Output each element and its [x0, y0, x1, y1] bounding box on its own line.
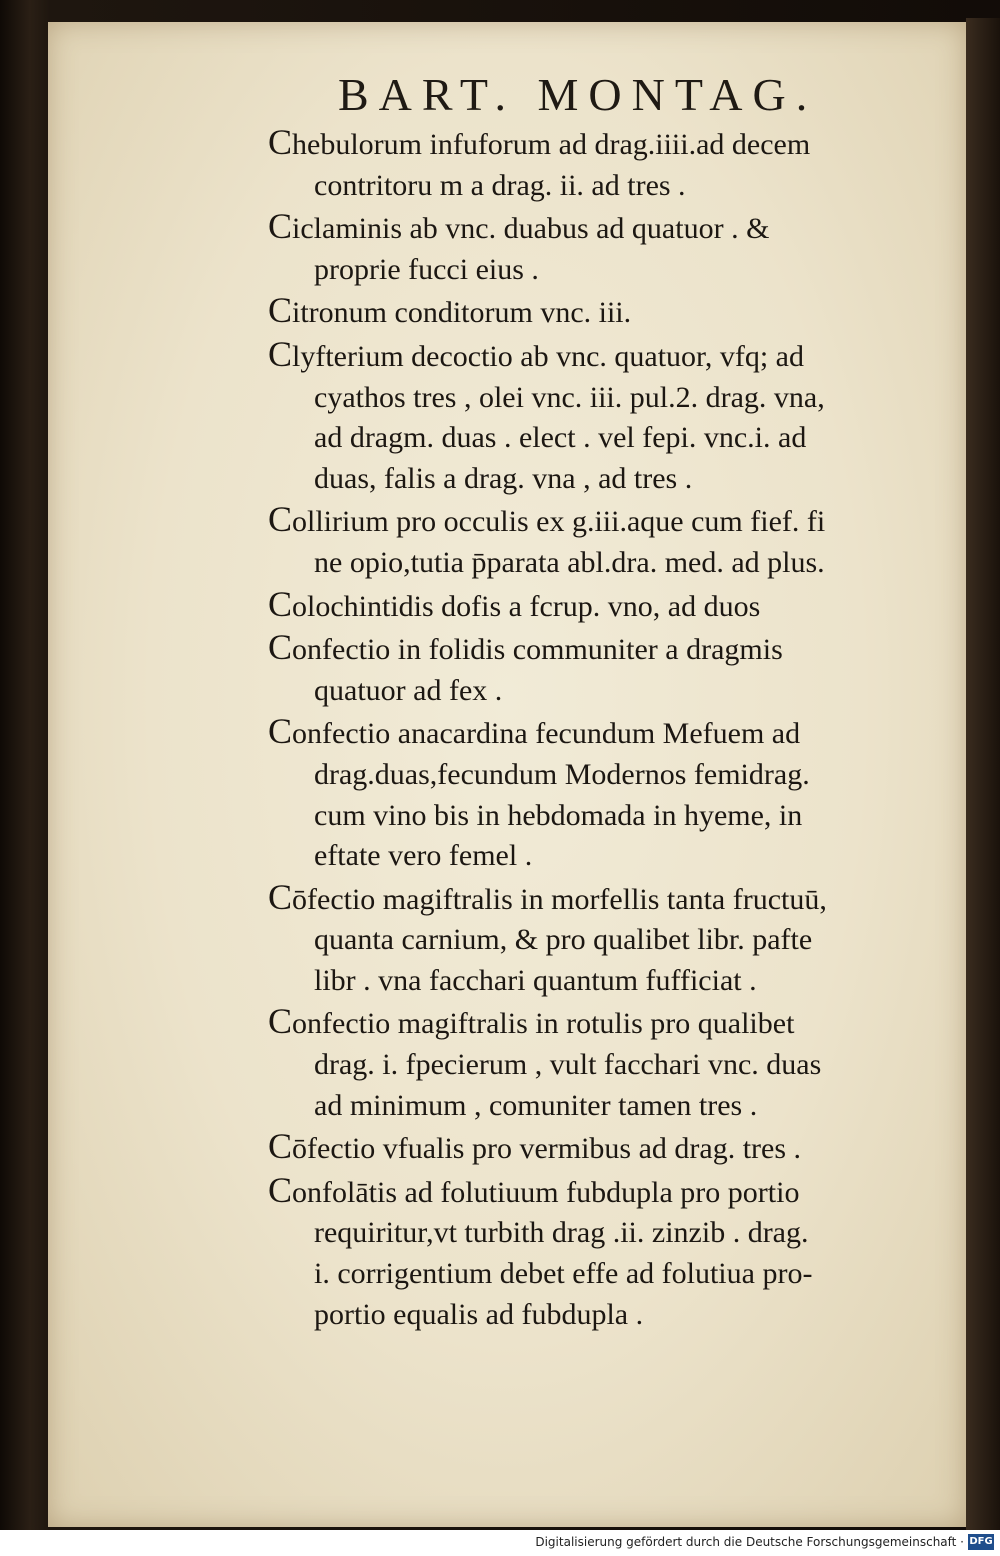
entry — [268, 206, 938, 290]
entry-headline: Ciclaminis ab vnc. duabus ad quatuor . & — [268, 206, 770, 247]
entry — [268, 290, 938, 334]
entry-continuation: ne opio,tutia p̄parata abl.dra. med. ad plus. — [314, 545, 825, 579]
entry-continuation: drag. i. fpecierum , vult facchari vnc. duas — [314, 1048, 822, 1082]
dfg-logo: DFG — [968, 1534, 994, 1550]
entry — [268, 122, 938, 206]
entry — [268, 334, 938, 499]
entry — [268, 1126, 938, 1170]
entry-headline: Confectio in folidis communiter a dragmis — [268, 627, 783, 668]
entry-headline: Chebulorum infuforum ad drag.iiii.ad decem — [268, 122, 811, 162]
running-head: BART. MONTAG. — [338, 69, 818, 120]
entry-continuation: duas, falis a drag. vna , ad tres . — [314, 461, 693, 495]
entry-continuation: cum vino bis in hebdomada in hyeme, in — [314, 798, 803, 832]
footer-bar — [0, 1530, 1000, 1556]
page-edge — [966, 18, 1000, 1530]
entry-continuation: quanta carnium, & pro qualibet libr. pafte — [314, 923, 813, 957]
entry-continuation: i. corrigentium debet effe ad folutiua pro- — [314, 1257, 813, 1291]
entry — [268, 627, 938, 711]
entry-headline: Cōfectio magiftralis in morfellis tanta fructuū, — [268, 876, 827, 917]
entry-headline: Clyfterium decoctio ab vnc. quatuor, vfq; ad — [268, 333, 804, 374]
entry-headline: Confolātis ad folutiuum fubdupla pro portio — [268, 1169, 800, 1210]
entry-headline: Confectio magiftralis in rotulis pro qualibet — [268, 1001, 795, 1042]
footer-credit: Digitalisierung gefördert durch die Deutsche Forschungsgemeinschaft · — [535, 1535, 964, 1549]
entry-headline: Confectio anacardina fecundum Mefuem ad — [268, 711, 801, 752]
entry-continuation: ad minimum , comuniter tamen tres . — [314, 1088, 758, 1122]
entry — [268, 584, 938, 628]
entry-continuation: portio equalis ad fubdupla . — [314, 1297, 644, 1331]
entry-list — [268, 122, 938, 1335]
entry-continuation: requiritur,vt turbith drag .ii. zinzib . drag. — [314, 1216, 809, 1250]
entry — [268, 877, 938, 1002]
entry-headline: Citronum conditorum vnc. iii. — [268, 290, 632, 331]
entry-continuation: cyathos tres , olei vnc. iii. pul.2. drag. vna, — [314, 380, 825, 414]
entry-continuation: eftate vero femel . — [314, 839, 533, 873]
entry — [268, 1170, 938, 1335]
entry-headline: Cōfectio vfualis pro vermibus ad drag. tres . — [268, 1126, 802, 1167]
entry-headline: Colochintidis dofis a fcrup. vno, ad duos — [268, 583, 761, 624]
entry-continuation: contritoru m a drag. ii. ad tres . — [314, 168, 686, 202]
entry-continuation: ad dragm. duas . elect . vel fepi. vnc.i. ad — [314, 421, 807, 455]
entry-continuation: drag.duas,fecundum Modernos femidrag. — [314, 757, 810, 791]
entry — [268, 499, 938, 583]
entry-continuation: libr . vna facchari quantum fufficiat . — [314, 963, 757, 997]
entry — [268, 711, 938, 876]
entry-headline: Collirium pro occulis ex g.iii.aque cum fief. fi — [268, 499, 826, 540]
entry — [268, 1001, 938, 1126]
entry-continuation: proprie fucci eius . — [314, 252, 539, 286]
entry-continuation: quatuor ad fex . — [314, 673, 503, 707]
